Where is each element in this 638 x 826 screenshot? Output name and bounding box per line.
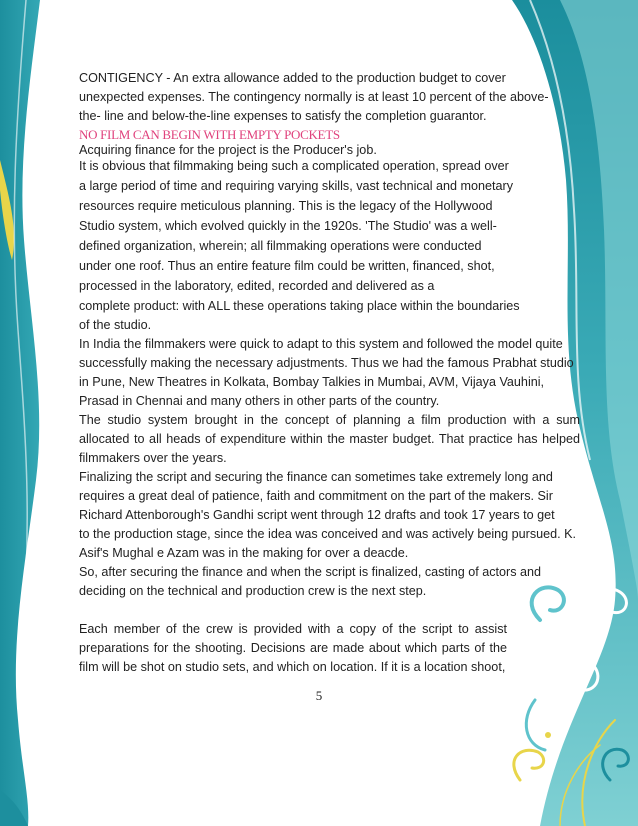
text-line: The studio system brought in the concept of planning a film production with a sum (79, 413, 580, 427)
text-line: resources require meticulous planning. This is the legacy of the Hollywood (79, 199, 493, 213)
text-line: in Pune, New Theatres in Kolkata, Bombay Talkies in Mumbai, AVM, Vijaya Vauhini, (79, 375, 545, 389)
text-line: Prasad in Chennai and many others in other parts of the country. (79, 394, 440, 408)
text-line: preparations for the shooting. Decisions are made about which parts of the (79, 641, 507, 655)
text-line: to the production stage, since the idea was conceived and was actively being pursued. K. (79, 527, 577, 541)
text-line: filmmakers over the years. (79, 451, 227, 465)
text-line: of the studio. (79, 318, 152, 332)
text-line: requires a great deal of patience, faith and commitment on the part of the makers. Sir (79, 489, 553, 503)
text-line: Studio system, which evolved quickly in the 1920s. 'The Studio' was a well- (79, 219, 497, 233)
text-line: successfully making the necessary adjustments. Thus we had the famous Prabhat studio (79, 356, 574, 370)
text-line: unexpected expenses. The contingency normally is at least 10 percent of the above- (79, 90, 549, 104)
text-line: Each member of the crew is provided with a copy of the script to assist (79, 622, 507, 636)
text-line: Asif's Mughal e Azam was in the making for over a deacde. (79, 546, 409, 560)
page-number: 5 (315, 688, 323, 703)
text-line: under one roof. Thus an entire feature film could be written, financed, shot, (79, 259, 495, 273)
text-line: Finalizing the script and securing the finance can sometimes take extremely long and (79, 470, 553, 484)
text-line: Acquiring finance for the project is the Producer's job. (79, 143, 377, 157)
text-line: Richard Attenborough's Gandhi script went through 12 drafts and took 17 years to get (79, 508, 555, 522)
text-line: complete product: with ALL these operations taking place within the boundaries (79, 299, 520, 313)
text-line: allocated to all heads of expenditure within the master budget. That practice has helped (79, 432, 580, 446)
text-line: the- line and below-the-line expenses to satisfy the completion guarantor. (79, 109, 487, 123)
text-line: CONTIGENCY - An extra allowance added to the production budget to cover (79, 71, 506, 85)
section-heading: NO FILM CAN BEGIN WITH EMPTY POCKETS (79, 127, 340, 142)
text-line: film will be shot on studio sets, and which on location. If it is a location shoot, (79, 660, 506, 674)
text-line: So, after securing the finance and when the script is finalized, casting of actors and (79, 565, 542, 579)
text-line: defined organization, wherein; all filmmaking operations were conducted (79, 239, 482, 253)
text-line: In India the filmmakers were quick to adapt to this system and followed the model quite (79, 337, 563, 351)
text-line: It is obvious that filmmaking being such a complicated operation, spread over (79, 159, 509, 173)
text-line: deciding on the technical and production crew is the next step. (79, 584, 427, 598)
text-line: processed in the laboratory, edited, recorded and delivered as a (79, 279, 435, 293)
text-line: a large period of time and requiring varying skills, vast technical and monetary (79, 179, 514, 193)
